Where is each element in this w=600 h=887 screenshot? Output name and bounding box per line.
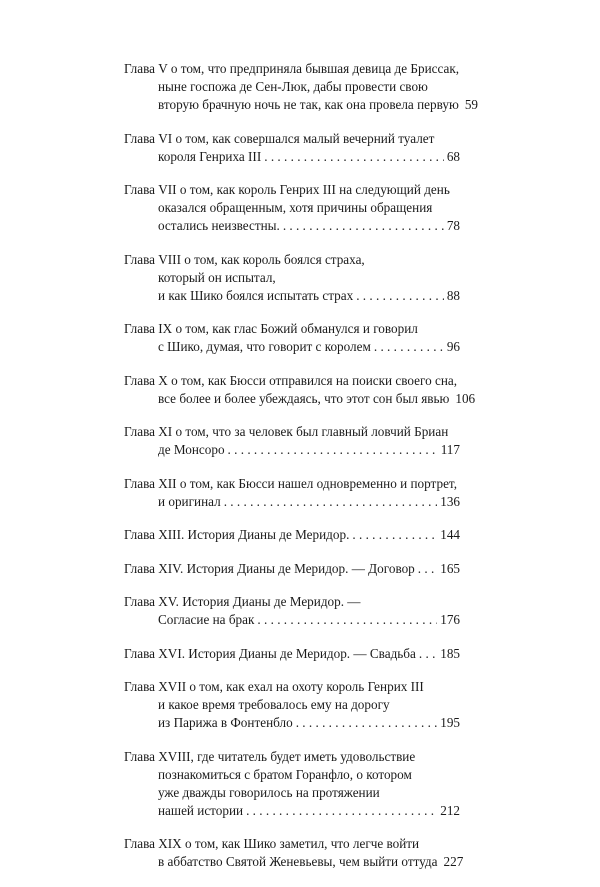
toc-entry — [124, 593, 460, 629]
toc-entry — [124, 251, 460, 305]
toc-entry-line — [124, 390, 476, 408]
toc-entry-line — [124, 217, 460, 235]
chapter-title-continuation: оказался обращенным, хотя причины обращения — [158, 200, 433, 215]
toc-entry-line — [124, 835, 460, 853]
toc-entry-line — [124, 853, 464, 871]
chapter-title-continuation: де Монсоро — [158, 442, 225, 457]
dot-leader — [371, 338, 444, 356]
toc-entry — [124, 835, 464, 871]
chapter-heading: Глава XV. История Дианы де Меридор. — — [124, 594, 361, 609]
toc-entry-line — [124, 748, 460, 766]
chapter-title-continuation: познакомиться с братом Горанфло, о котором — [158, 766, 412, 782]
dot-leader — [353, 287, 444, 305]
toc-entry — [124, 372, 476, 408]
dot-leader — [415, 560, 437, 578]
chapter-title-continuation: уже дважды говорилось на протяжении — [158, 784, 380, 800]
chapter-heading: Глава X о том, как Бюсси отправился на поиски своего сна, — [124, 372, 458, 388]
chapter-heading: Глава XIV. История Дианы де Меридор. — Договор — [124, 560, 415, 576]
toc-entry-line — [124, 475, 460, 493]
toc-entry-line — [124, 148, 460, 166]
chapter-title-continuation: нашей истории — [158, 802, 244, 818]
page-number: 59 — [464, 97, 478, 112]
toc-entry-line — [124, 269, 460, 287]
toc-entry-line — [124, 423, 460, 441]
toc-entry — [124, 475, 460, 511]
chapter-title-continuation: и оригинал — [158, 493, 221, 509]
chapter-title-continuation: и какое время требовалось ему на дорогу — [158, 697, 390, 712]
chapter-heading: Глава XVII о том, как ехал на охоту король Генрих III — [124, 679, 424, 694]
toc-entry-line — [124, 678, 460, 696]
chapter-heading: Глава VII о том, как король Генрих III на следующий день — [124, 182, 450, 197]
page-number: 96 — [446, 339, 460, 354]
toc-entry — [124, 130, 460, 166]
table-of-contents — [124, 60, 478, 887]
toc-entry-line — [124, 784, 460, 802]
toc-entry-line — [124, 493, 460, 511]
toc-entry-line — [124, 696, 460, 714]
toc-entry-line — [124, 560, 460, 578]
chapter-title-continuation: ныне госпожа де Сен-Люк, дабы провести свою — [158, 79, 428, 94]
dot-leader — [349, 526, 437, 544]
chapter-heading: Глава XIII. История Дианы де Меридор. — [124, 527, 350, 542]
toc-entry-line — [124, 611, 460, 629]
chapter-title-continuation: вторую брачную ночь не так, как она провела первую — [158, 97, 459, 112]
toc-entry — [124, 748, 460, 820]
toc-entry-line — [124, 802, 460, 820]
chapter-title-continuation: с Шико, думая, что говорит с королем — [158, 339, 371, 354]
chapter-heading: Глава XI о том, что за человек был главный ловчий Бриан — [124, 424, 449, 439]
toc-entry — [124, 60, 478, 114]
toc-entry-line — [124, 287, 460, 305]
toc-entry-line — [124, 714, 460, 732]
dot-leader — [280, 217, 444, 235]
toc-entry-line — [124, 181, 460, 199]
toc-entry-line — [124, 338, 460, 356]
toc-entry-line — [124, 526, 460, 544]
toc-entry-line — [124, 593, 460, 611]
page-number: 227 — [443, 854, 464, 869]
dot-leader — [261, 148, 444, 166]
page-number: 144 — [440, 527, 460, 542]
dot-leader — [416, 645, 437, 663]
chapter-title-continuation: остались неизвестны. — [158, 218, 280, 233]
chapter-heading: Глава IX о том, как глас Божий обманулся и говорил — [124, 321, 418, 336]
chapter-title-continuation: который он испытал, — [158, 269, 276, 285]
chapter-heading: Глава VI о том, как совершался малый вечерний туалет — [124, 130, 435, 146]
dot-leader — [293, 714, 438, 732]
toc-entry-line — [124, 441, 460, 459]
toc-entry-line — [124, 251, 460, 269]
chapter-heading: Глава VIII о том, как король боялся страха, — [124, 251, 365, 267]
page-number: 68 — [446, 148, 460, 164]
chapter-heading: Глава XVIII, где читатель будет иметь удовольствие — [124, 748, 416, 764]
dot-leader — [254, 611, 437, 629]
page-number: 117 — [440, 442, 460, 457]
toc-entry-line — [124, 645, 460, 663]
toc-entry — [124, 678, 460, 732]
toc-entry-line — [124, 130, 460, 148]
chapter-title-continuation: короля Генриха III — [158, 148, 262, 164]
chapter-title-continuation: Согласие на брак — [158, 612, 255, 627]
toc-entry — [124, 320, 460, 356]
dot-leader — [221, 493, 438, 511]
dot-leader — [243, 802, 437, 820]
toc-entry-line — [124, 60, 460, 78]
chapter-title-continuation: и как Шико боялся испытать страх — [158, 287, 354, 303]
chapter-heading: Глава XVI. История Дианы де Меридор. — Свадьба — [124, 645, 416, 661]
page-number: 106 — [455, 390, 476, 406]
page-number: 88 — [446, 287, 460, 303]
toc-entry-line — [124, 199, 460, 217]
toc-entry — [124, 560, 460, 578]
chapter-heading: Глава XIX о том, как Шико заметил, что легче войти — [124, 836, 420, 851]
toc-entry-line — [124, 372, 460, 390]
chapter-title-continuation: все более и более убеждаясь, что этот сон был явью — [158, 390, 450, 406]
toc-entry — [124, 526, 460, 544]
chapter-heading: Глава V о том, что предприняла бывшая девица де Бриссак, — [124, 61, 460, 76]
chapter-title-continuation: из Парижа в Фонтенбло — [158, 715, 293, 730]
toc-entry — [124, 645, 460, 663]
page-number: 195 — [440, 715, 460, 730]
page-number: 136 — [440, 493, 460, 509]
page-number: 78 — [446, 218, 460, 233]
page-number: 212 — [440, 802, 460, 818]
toc-entry-line — [124, 320, 460, 338]
toc-entry-line — [124, 96, 478, 114]
page-number: 165 — [440, 560, 460, 576]
toc-entry — [124, 423, 460, 459]
page-number: 176 — [440, 612, 460, 627]
page-number: 185 — [440, 645, 460, 661]
dot-leader — [225, 441, 438, 459]
toc-entry-line — [124, 78, 460, 96]
chapter-title-continuation: в аббатство Святой Женевьевы, чем выйти оттуда — [158, 854, 438, 869]
chapter-heading: Глава XII о том, как Бюсси нашел одновременно и портрет, — [124, 475, 457, 491]
toc-entry — [124, 181, 460, 235]
toc-entry-line — [124, 766, 460, 784]
